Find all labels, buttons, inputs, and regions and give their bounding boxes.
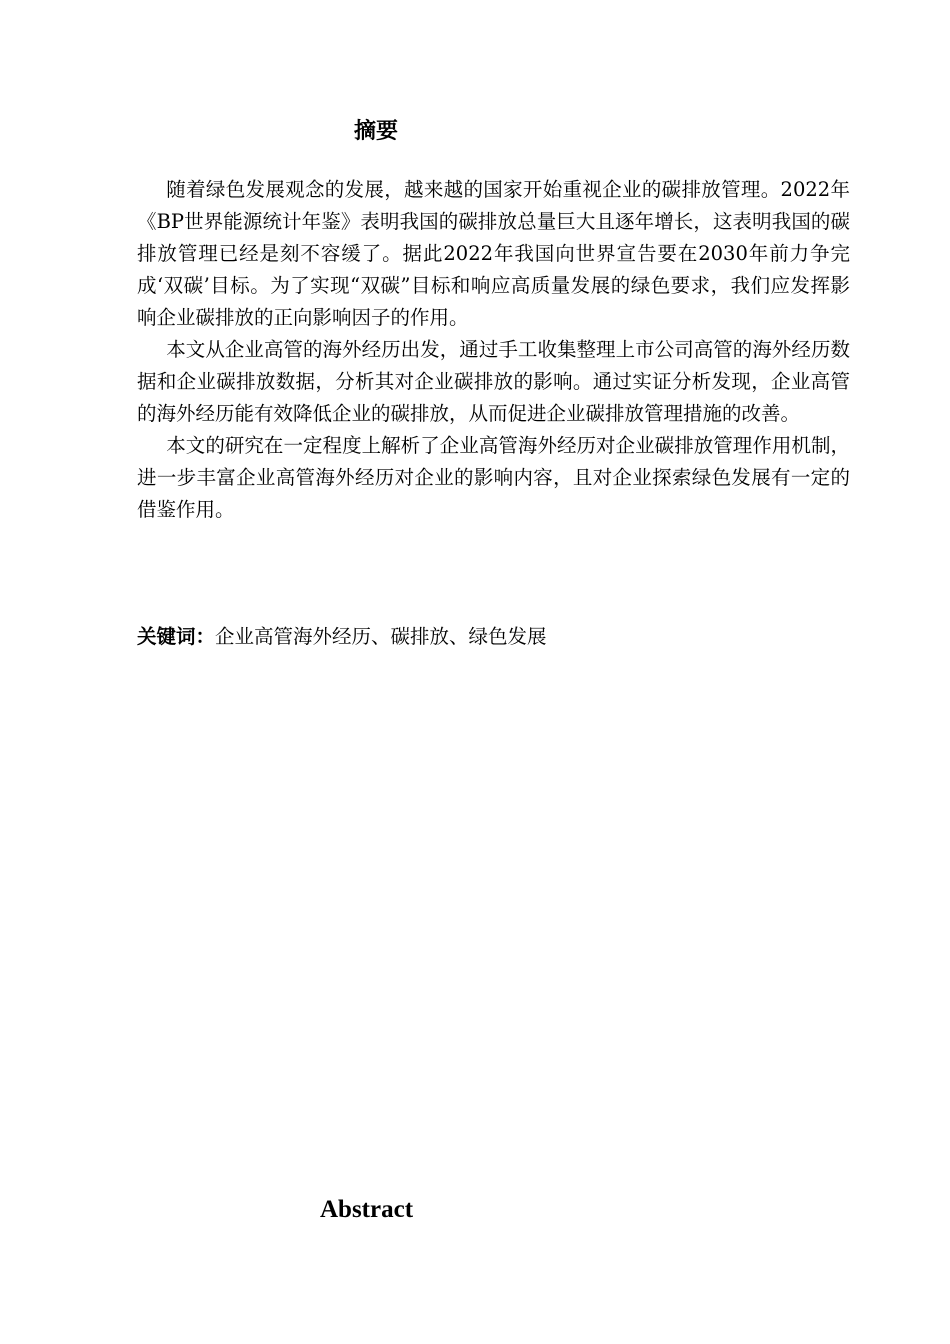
abstract-title-cn: 摘要: [354, 119, 399, 144]
keywords-line: [137, 621, 850, 653]
abstract-paragraph-2: 本文从企业高管的海外经历出发，通过手工收集整理上市公司高管的海外经历数据和企业碳排放数据，分析其对企业碳排放的影响。通过实证分析发现，企业高管的海外经历能有效降低企业的碳排放，从而促进企业碳排放管理措施的改善。: [137, 338, 850, 425]
abstract-paragraph-3: 本文的研究在一定程度上解析了企业高管海外经历对企业碳排放管理作用机制，进一步丰富企业高管海外经历对企业的影响内容，且对企业探索绿色发展有一定的借鉴作用。: [137, 434, 850, 521]
keywords-label: 关键词：: [137, 625, 216, 648]
keywords-text: 企业高管海外经历、碳排放、绿色发展: [215, 625, 547, 648]
abstract-paragraph-1: 随着绿色发展观念的发展，越来越的国家开始重视企业的碳排放管理。2022年《BP世界能源统计年鉴》表明我国的碳排放总量巨大且逐年增长，这表明我国的碳排放管理已经是刻不容缓了。据此2022年我国向世界宣告要在2030年前力争完成‘双碳’目标。为了实现“双碳”目标和响应高质量发展的绿色要求，我们应发挥影响企业碳排放的正向影响因子的作用。: [137, 178, 850, 329]
abstract-body: [137, 174, 850, 526]
abstract-title-en: Abstract: [320, 1196, 414, 1223]
